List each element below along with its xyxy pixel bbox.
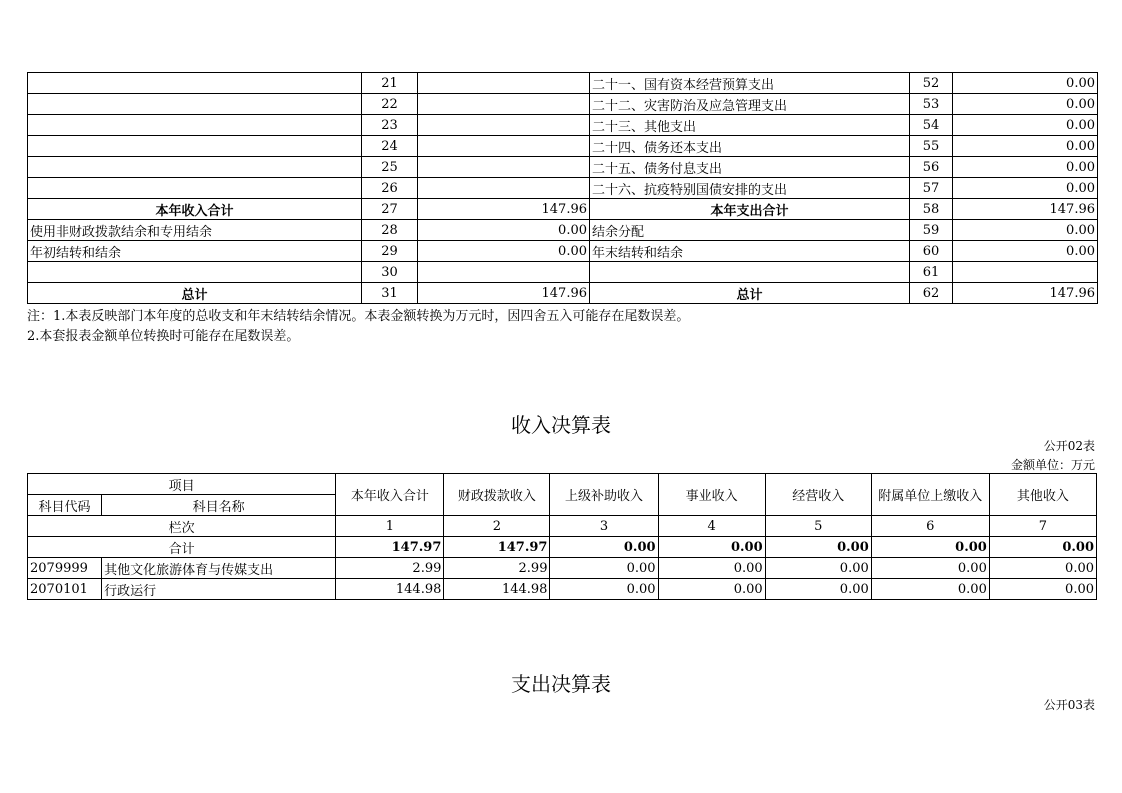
col-header: 经营收入 xyxy=(765,474,871,516)
left-item xyxy=(28,262,362,283)
amount-cell: 0.00 xyxy=(871,558,989,579)
left-item xyxy=(28,157,362,178)
total-value: 147.97 xyxy=(336,537,444,558)
left-item: 年初结转和结余 xyxy=(28,241,362,262)
right-line-number: 59 xyxy=(910,220,953,241)
note-line-1: 注：1.本表反映部门本年度的总收支和年末结转结余情况。本表金额转换为万元时，因四舍五入可能存在尾数误差。 xyxy=(27,309,690,324)
total-value: 0.00 xyxy=(989,537,1096,558)
left-line-number: 29 xyxy=(362,241,418,262)
col-header: 附属单位上缴收入 xyxy=(871,474,989,516)
subject-name: 其他文化旅游体育与传媒支出 xyxy=(102,558,336,579)
right-line-number: 60 xyxy=(910,241,953,262)
col-header: 其他收入 xyxy=(989,474,1096,516)
col-header: 上级补助收入 xyxy=(550,474,658,516)
income-table-code: 公开02表 xyxy=(1043,439,1095,453)
right-line-number: 54 xyxy=(910,115,953,136)
right-item: 总计 xyxy=(590,283,910,304)
right-item: 二十六、抗疫特别国债安排的支出 xyxy=(590,178,910,199)
col-number: 2 xyxy=(444,516,550,537)
right-line-number: 58 xyxy=(910,199,953,220)
total-value: 0.00 xyxy=(871,537,989,558)
right-item: 二十五、债务付息支出 xyxy=(590,157,910,178)
table-row xyxy=(28,262,1098,283)
right-line-number: 56 xyxy=(910,157,953,178)
table-row xyxy=(28,558,1097,579)
col-number: 3 xyxy=(550,516,658,537)
right-item: 本年支出合计 xyxy=(590,199,910,220)
right-amount: 0.00 xyxy=(953,178,1098,199)
note-line-2: 2.本套报表金额单位转换时可能存在尾数误差。 xyxy=(27,329,300,344)
amount-cell: 144.98 xyxy=(444,579,550,600)
left-line-number: 25 xyxy=(362,157,418,178)
left-line-number: 28 xyxy=(362,220,418,241)
table-row xyxy=(28,220,1098,241)
left-line-number: 21 xyxy=(362,73,418,94)
amount-cell: 2.99 xyxy=(444,558,550,579)
left-amount: 0.00 xyxy=(418,241,590,262)
right-amount: 147.96 xyxy=(953,199,1098,220)
right-item: 二十三、其他支出 xyxy=(590,115,910,136)
left-amount xyxy=(418,262,590,283)
income-table xyxy=(27,473,1097,600)
amount-cell: 0.00 xyxy=(765,579,871,600)
col-header: 财政拨款收入 xyxy=(444,474,550,516)
table-row xyxy=(28,115,1098,136)
right-line-number: 57 xyxy=(910,178,953,199)
header-name: 科目名称 xyxy=(102,495,336,516)
table-row xyxy=(28,136,1098,157)
left-item: 总计 xyxy=(28,283,362,304)
amount-cell: 0.00 xyxy=(550,579,658,600)
left-item xyxy=(28,94,362,115)
col-number: 7 xyxy=(989,516,1096,537)
left-amount xyxy=(418,73,590,94)
left-line-number: 27 xyxy=(362,199,418,220)
right-line-number: 62 xyxy=(910,283,953,304)
header-code: 科目代码 xyxy=(28,495,102,516)
left-amount: 147.96 xyxy=(418,283,590,304)
total-label: 合计 xyxy=(28,537,336,558)
amount-cell: 0.00 xyxy=(871,579,989,600)
table-row xyxy=(28,178,1098,199)
col-header: 事业收入 xyxy=(658,474,765,516)
total-value: 147.97 xyxy=(444,537,550,558)
right-amount: 0.00 xyxy=(953,136,1098,157)
left-amount xyxy=(418,178,590,199)
left-line-number: 26 xyxy=(362,178,418,199)
left-amount: 147.96 xyxy=(418,199,590,220)
amount-cell: 2.99 xyxy=(336,558,444,579)
left-item: 使用非财政拨款结余和专用结余 xyxy=(28,220,362,241)
amount-cell: 0.00 xyxy=(989,579,1096,600)
subject-name: 行政运行 xyxy=(102,579,336,600)
table-row xyxy=(28,73,1098,94)
col-number: 6 xyxy=(871,516,989,537)
left-item xyxy=(28,115,362,136)
expense-table-title: 支出决算表 xyxy=(511,672,611,696)
right-item: 二十四、债务还本支出 xyxy=(590,136,910,157)
table-row xyxy=(28,579,1097,600)
left-item xyxy=(28,178,362,199)
table-row xyxy=(28,241,1098,262)
left-line-number: 24 xyxy=(362,136,418,157)
table-row xyxy=(28,94,1098,115)
right-item: 年末结转和结余 xyxy=(590,241,910,262)
amount-cell: 144.98 xyxy=(336,579,444,600)
amount-cell: 0.00 xyxy=(658,579,765,600)
total-value: 0.00 xyxy=(550,537,658,558)
left-item xyxy=(28,73,362,94)
left-amount xyxy=(418,115,590,136)
right-item xyxy=(590,262,910,283)
col-number: 1 xyxy=(336,516,444,537)
right-line-number: 52 xyxy=(910,73,953,94)
right-amount xyxy=(953,262,1098,283)
col-number: 4 xyxy=(658,516,765,537)
amount-cell: 0.00 xyxy=(989,558,1096,579)
left-line-number: 31 xyxy=(362,283,418,304)
total-value: 0.00 xyxy=(658,537,765,558)
col-header: 本年收入合计 xyxy=(336,474,444,516)
right-item: 二十二、灾害防治及应急管理支出 xyxy=(590,94,910,115)
right-item: 二十一、国有资本经营预算支出 xyxy=(590,73,910,94)
income-expense-summary-table xyxy=(27,72,1098,304)
subject-code: 2070101 xyxy=(28,579,102,600)
left-line-number: 23 xyxy=(362,115,418,136)
table-row xyxy=(28,199,1098,220)
left-amount: 0.00 xyxy=(418,220,590,241)
left-item: 本年收入合计 xyxy=(28,199,362,220)
table-row xyxy=(28,157,1098,178)
left-item xyxy=(28,136,362,157)
right-amount: 0.00 xyxy=(953,73,1098,94)
subject-code: 2079999 xyxy=(28,558,102,579)
right-amount: 0.00 xyxy=(953,220,1098,241)
expense-table-code: 公开03表 xyxy=(1043,698,1095,712)
amount-cell: 0.00 xyxy=(658,558,765,579)
col-number: 5 xyxy=(765,516,871,537)
left-line-number: 30 xyxy=(362,262,418,283)
amount-cell: 0.00 xyxy=(765,558,871,579)
right-amount: 0.00 xyxy=(953,157,1098,178)
right-line-number: 61 xyxy=(910,262,953,283)
left-amount xyxy=(418,136,590,157)
left-line-number: 22 xyxy=(362,94,418,115)
left-amount xyxy=(418,94,590,115)
col-number-label: 栏次 xyxy=(28,516,336,537)
income-table-title: 收入决算表 xyxy=(511,413,611,437)
right-amount: 0.00 xyxy=(953,94,1098,115)
right-amount: 0.00 xyxy=(953,241,1098,262)
header-item: 项目 xyxy=(28,474,336,495)
right-line-number: 55 xyxy=(910,136,953,157)
table-row xyxy=(28,283,1098,304)
total-value: 0.00 xyxy=(765,537,871,558)
amount-cell: 0.00 xyxy=(550,558,658,579)
right-amount: 0.00 xyxy=(953,115,1098,136)
income-table-unit: 金额单位：万元 xyxy=(1010,458,1095,472)
right-item: 结余分配 xyxy=(590,220,910,241)
right-amount: 147.96 xyxy=(953,283,1098,304)
right-line-number: 53 xyxy=(910,94,953,115)
left-amount xyxy=(418,157,590,178)
